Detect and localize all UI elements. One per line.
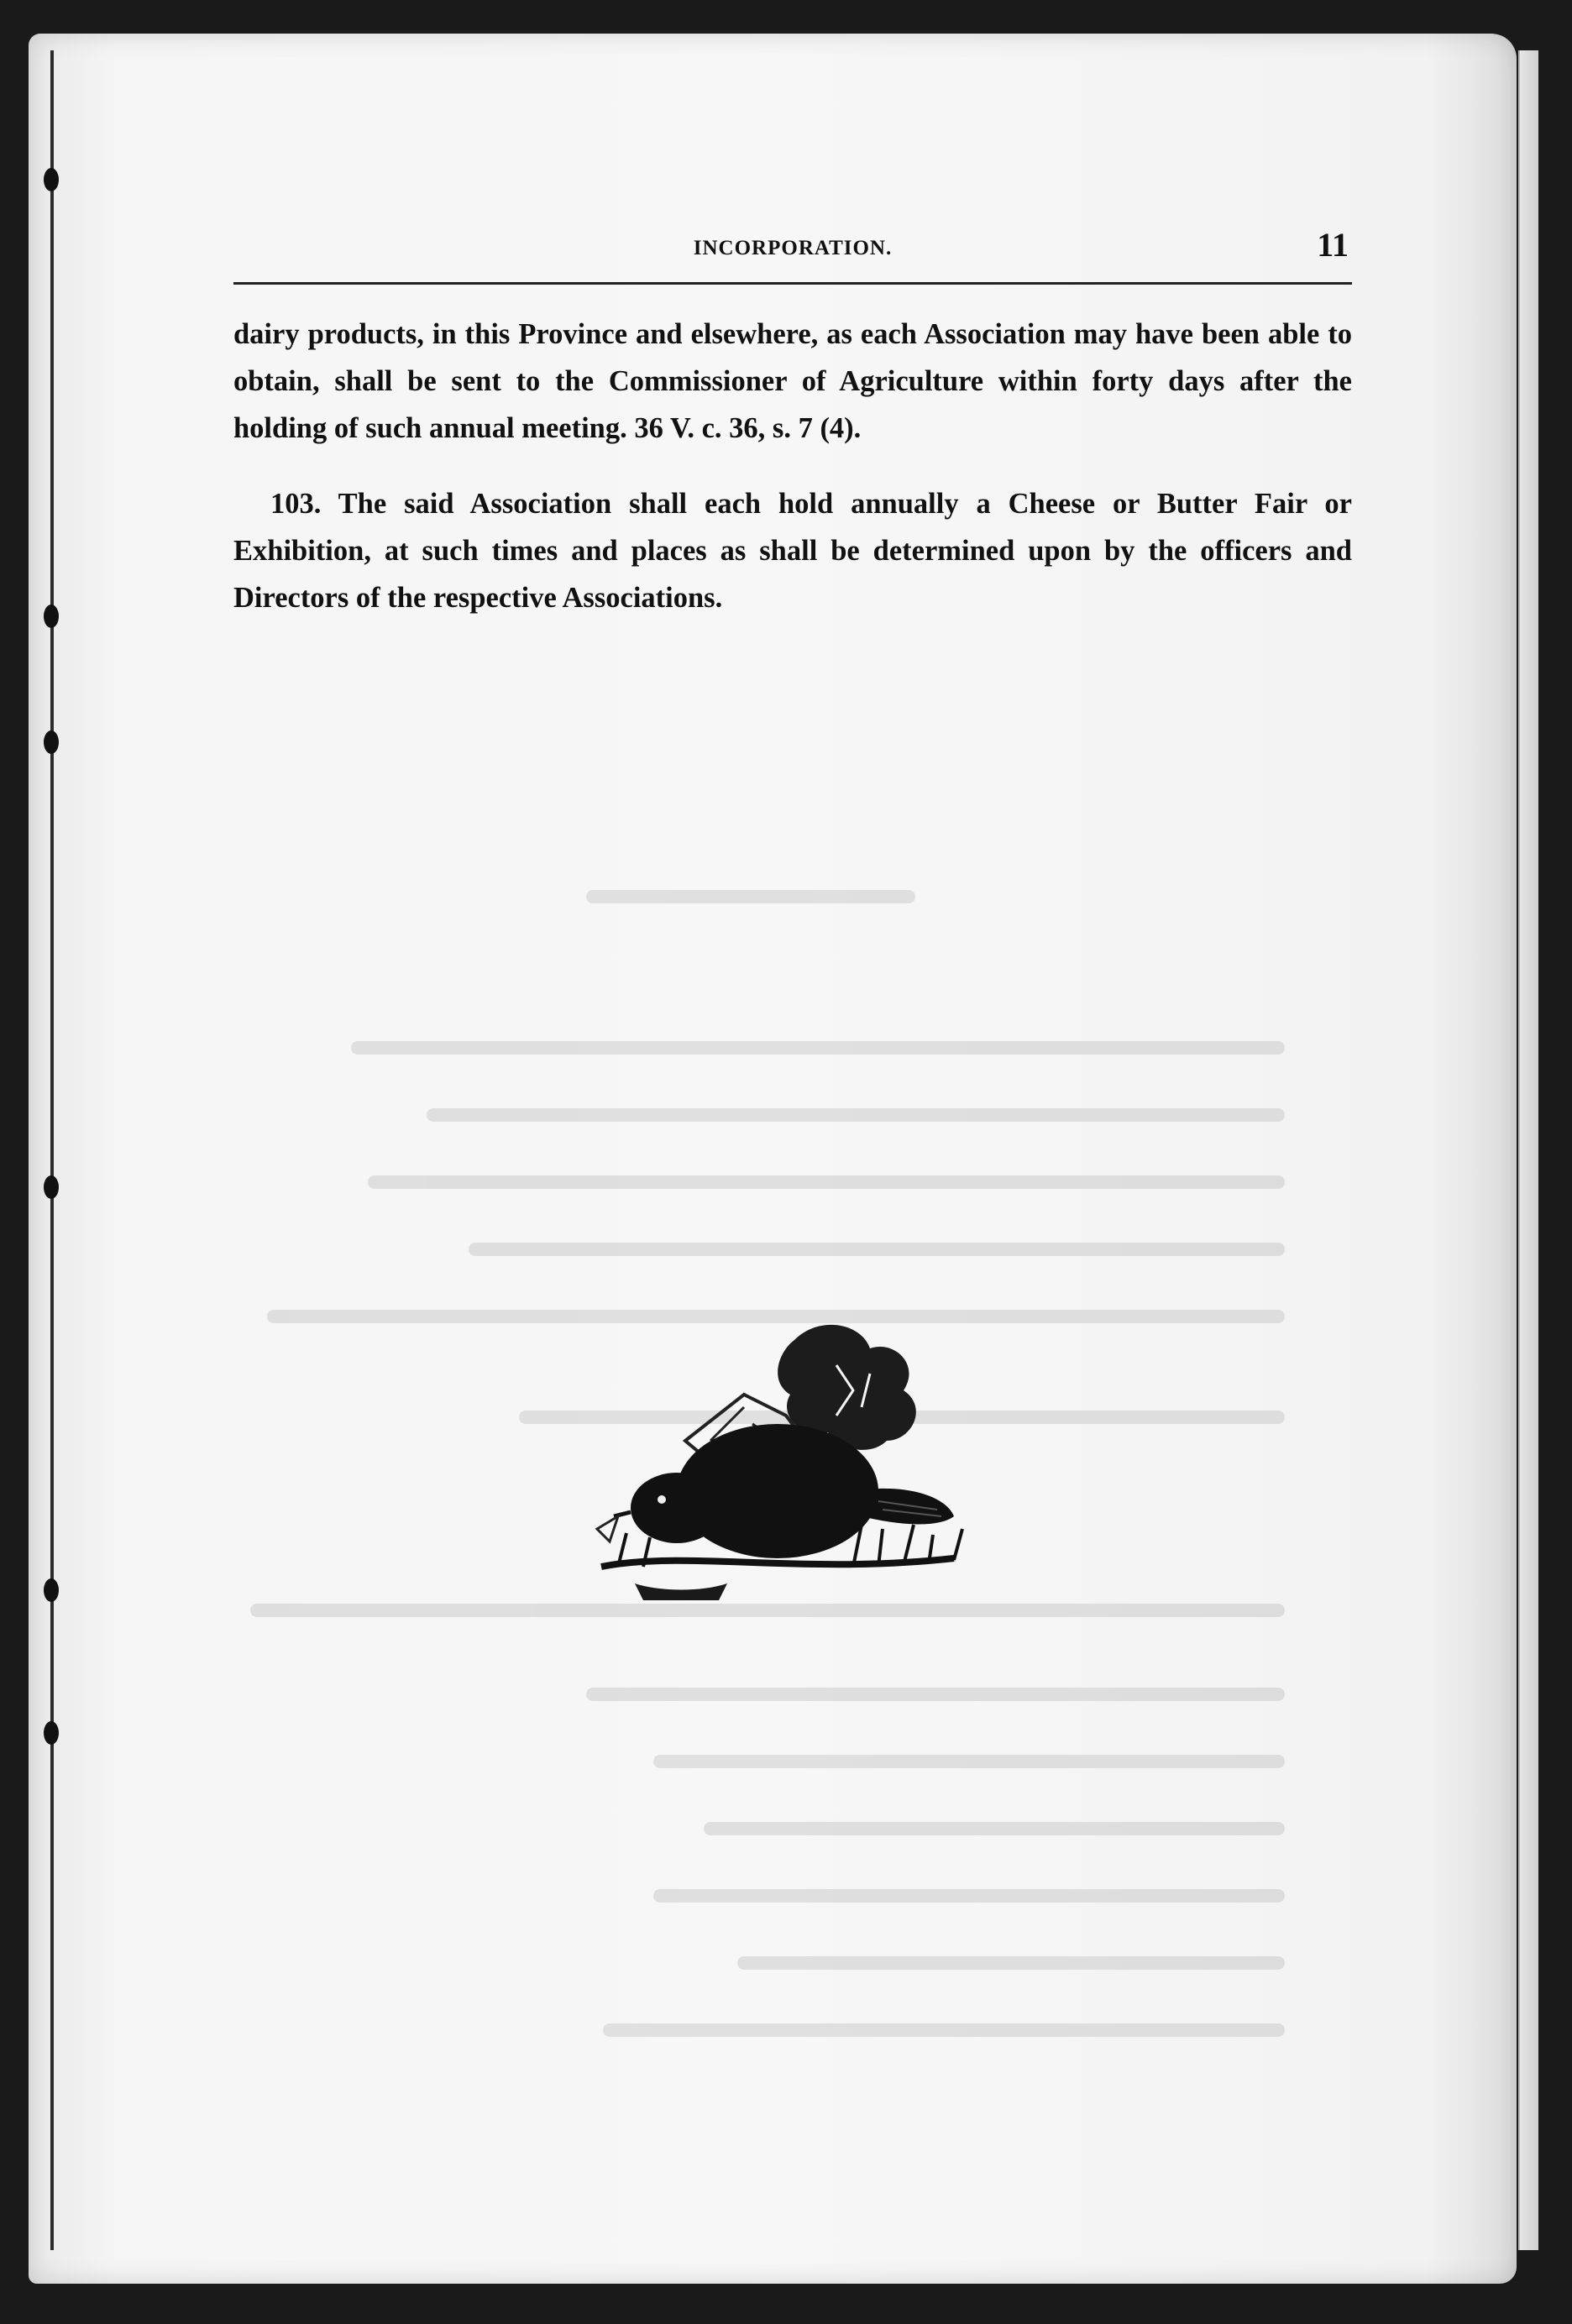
- running-head: INCORPORATION.: [693, 237, 893, 259]
- binding-stitch: [44, 168, 59, 191]
- binding-stitch: [44, 1721, 59, 1745]
- beaver-vignette-icon: [584, 1315, 988, 1609]
- binding-stitch: [44, 730, 59, 754]
- page-number: 11: [1317, 226, 1349, 264]
- section-103-paragraph: 103. The said Association shall each hold annually a Cheese or Butter Fair or Exhibition, at such times and places as shall be determined upon by the officers and Directors of the respective Associations.: [233, 488, 1352, 614]
- binding-edge: [50, 50, 54, 2250]
- page-edge: [1518, 50, 1538, 2250]
- header-rule: [233, 282, 1352, 285]
- binding-stitch: [44, 605, 59, 628]
- paragraph-continuation: dairy products, in this Province and elsewhere, as each Association may have been able to obtain, shall be sent to the Commissioner of Agriculture within forty days after the holding of such annual meeting. 36 V. c. 36, s. 7 (4).: [233, 318, 1352, 444]
- page-header: [233, 225, 1352, 275]
- binding-stitch: [44, 1175, 59, 1199]
- body-text: [233, 311, 1352, 621]
- binding-stitch: [44, 1578, 59, 1602]
